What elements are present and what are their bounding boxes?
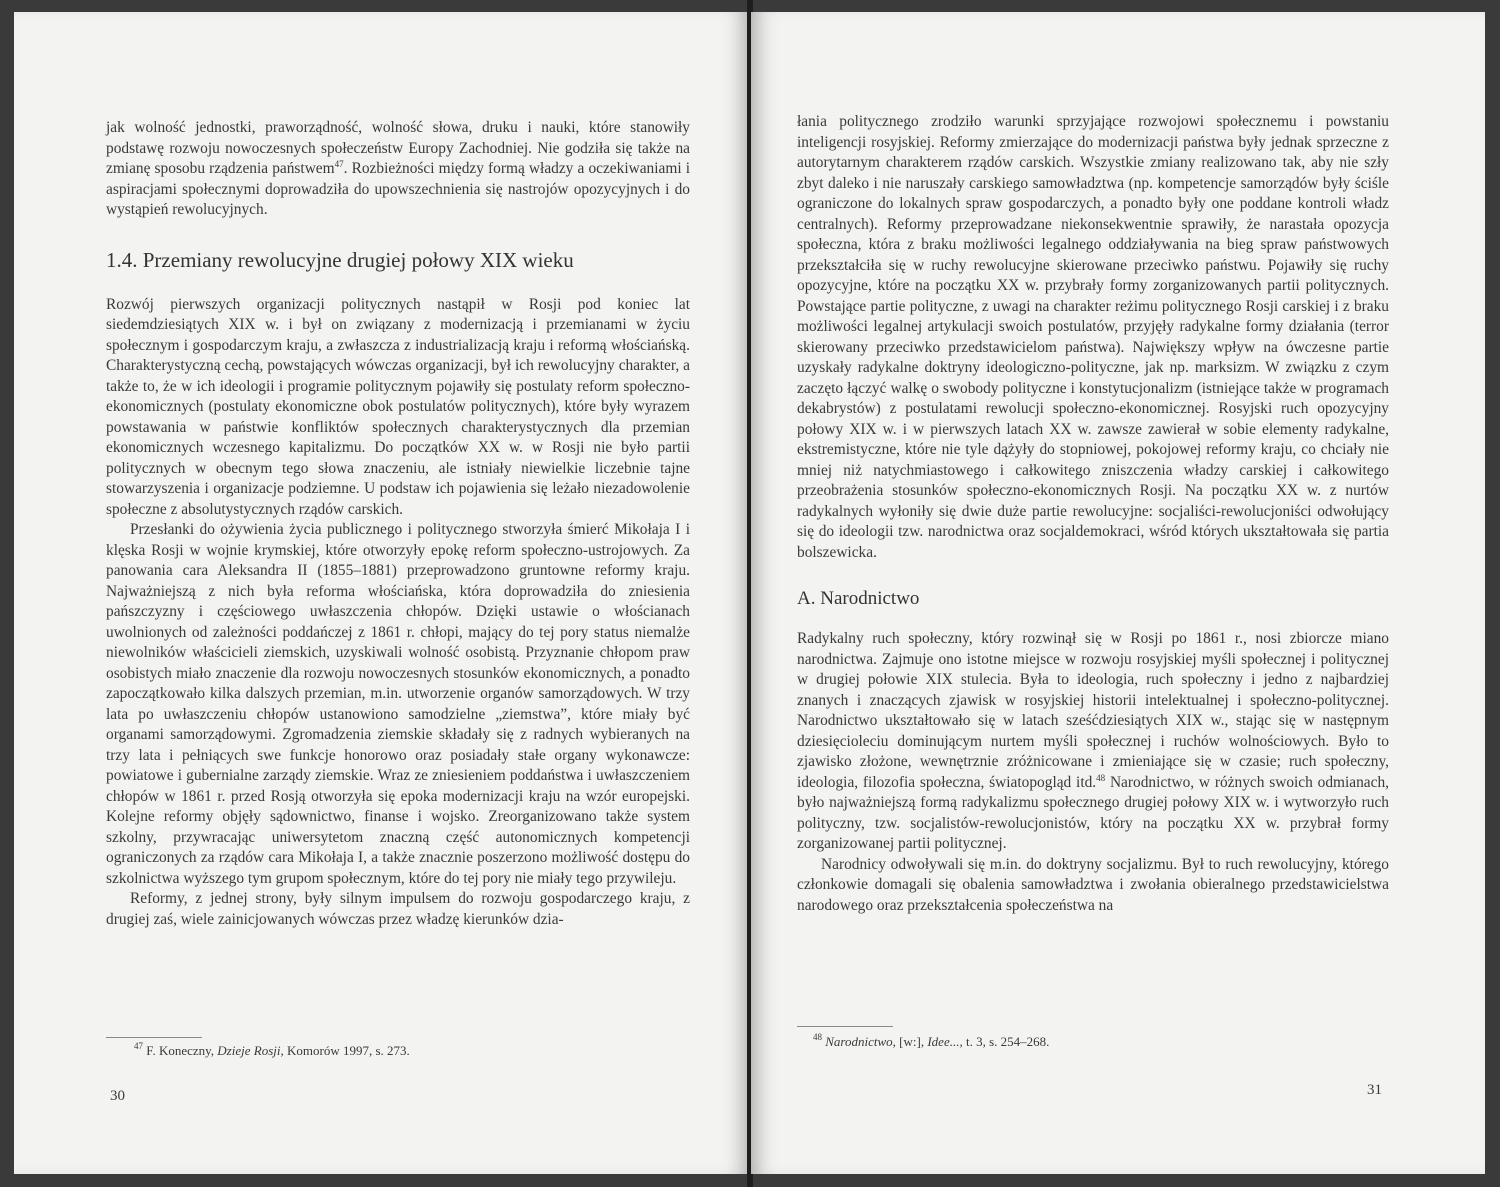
footnote-rest: Komorów 1997, s. 273. <box>286 1043 410 1058</box>
footnote-47 <box>134 1043 410 1059</box>
paragraph-continuation: łania politycznego zrodziło warunki sprzyjające rozwojowi społecznemu i powstaniu inteligencji rosyjskiej. Reformy zmierzające do modernizacji państwa były jednak sprzeczne z autorytarnym charakterem rządów carskich. Wszystkie zmiany realizowano tak, aby nie szły zbyt daleko i nie naruszały carskiego samowładztwa (np. kompetencje samorządów były ściśle ograniczone do lokalnych spraw gospodarczych, a ponadto były one poddane kontroli władz centralnych). Reformy przeprowadzane niekonsekwentnie sprawiły, że narastała opozycja społeczna, która z braku możliwości legalnego oddziaływania na bieg spraw państwowych przekształciła się w ruchy rewolucyjne skierowane przeciwko państwu. Pojawiły się ruchy opozycyjne, które na początku XX w. przybrały formy zorganizowanych partii politycznych. Powstające partie polityczne, z uwagi na charakter reżimu politycznego Rosji carskiej i z braku możliwości legalnej artykulacji swoich postulatów, przyjęły radykalne formy działania (terror skierowany przeciwko przedstawicielom państwa). Największy wpływ na ówczesne partie uzyskały radykalne doktryny ideologiczno-polityczne, jak np. marksizm. W związku z czym zaczęto łączyć walkę o swobody polityczne i konstytucjonalizm (istniejące także w programach dekabrystów) z postulatami rewolucji społeczno-ekonomicznej. Rosyjski ruch opozycyjny połowy XIX w. i w pierwszych latach XX w. zawsze zawierał w sobie elementy radykalne, ekstremistyczne, które nie tyle dążyły do stopniowej, pokojowej reformy kraju, co chciały nie mniej niż natychmiastowego i całkowitego zniszczenia władzy carskiej i całkowitego przeobrażenia stosunków społeczno-ekonomicznych Rosji. Na początku XX w. z nurtów radykalnych wyłoniły się dwie duże partie rewolucyjne: socjaliści-rewolucjoniści odwołujący się do ideologii tzw. narodnictwa oraz socjaldemokraci, wśród których ukształtowała się partia bolszewicka. <box>797 113 1389 561</box>
page-number: 31 <box>1367 1082 1382 1098</box>
paragraph-continuation <box>106 118 690 221</box>
paragraph: Reformy, z jednej strony, były silnym impulsem do rozwoju gospodarczego kraju, z drugiej zaś, wiele zainicjowanych wówczas przez władzę kierunków dzia- <box>106 890 690 928</box>
footnote-number: 48 <box>813 1032 822 1042</box>
footnote-mid: [w:], <box>899 1034 925 1049</box>
section-heading: 1.4. Przemiany rewolucyjne drugiej połowy XIX wieku <box>106 247 574 272</box>
paragraph: Przesłanki do ożywienia życia publicznego i politycznego stworzyła śmierć Mikołaja I i klęska Rosji w wojnie krymskiej, które otworzyły epokę reform społeczno-ustrojowych. Za panowania cara Aleksandra II (1855–1881) przeprowadzono gruntowne reformy kraju. Najważniejszą z nich była reforma włościańska, która doprowadziła do zniesienia pańszczyzny i częściowego uwłaszczenia chłopów. Dzięki ustawie o włościanach uwolnionych od zależności poddańczej z 1861 r. chłopi, mający do tej pory status niemalże niewolników właścicieli ziemskich, uzyskiwali wolność osobistą. Przyznanie chłopom praw osobistych miało znaczenie dla rozwoju nowoczesnych stosunków ekonomicznych, a ponadto zapoczątkowało kilka dalszych przemian, m.in. utworzenie organów samorządowych. W trzy lata po uwłaszczeniu chłopów ustanowiono samodzielne „ziemstwa”, które miały być organami samorządowymi. Zgromadzenia ziemskie składały się z radnych wybieranych na trzy lata i pełniących swe funkcje honorowo oraz posiadały stałe organy wykonawcze: powiatowe i gubernialne zarządy ziemskie. Wraz ze zniesieniem poddaństwa i uwłaszczeniem chłopów w 1861 r. przed Rosją otworzyła się epoka modernizacji kraju na wzór europejski. Kolejne reformy objęły sądownictwo, finanse i wojsko. Zreorganizowano także system szkolny, przywracając uniwersytetom znaczną część autonomicznych kompetencji ograniczonych za rządów cara Mikołaja I, a także znacznie poszerzono możliwość dostępu do szkolnictwa wyższego tym grupom społecznym, które do tej pory nie miały tego przywileju. <box>106 521 690 887</box>
text-run: Radykalny ruch społeczny, który rozwinął się w Rosji po 1861 r., nosi zbiorcze miano narodnictwa. Zajmuje ono istotne miejsce w rozwoju rosyjskiej myśli społecznej i politycznej w drugiej połowie XIX stulecia. Była to ideologia, ruch społeczny i jedno z najbardziej znanych i znaczących zjawisk w rosyjskiej historii intelektualnej i społeczno-politycznej. Narodnictwo ukształtowało się w latach sześćdziesiątych XIX w., stając się w następnym dziesięcioleciu dominującym nurtem myśli społecznej i ruchów wolnościowych. Było to zjawisko złożone, wewnętrznie zróżnicowane i zmieniające się w czasie; ruch społeczny, ideologia, filozofia społeczna, światopogląd itd. <box>797 630 1389 791</box>
footnote-author: F. Koneczny, <box>146 1043 215 1058</box>
footnote-divider <box>106 1037 202 1038</box>
text-run: jak wolność jednostki, praworządność, wolność słowa, druku i nauki, które stanowiły podstawę rozwoju nowoczesnych społeczeństw Europy Zachodniej. Nie godziła się także na zmianę sposobu rządzenia państwem <box>106 119 690 177</box>
paragraph: Rozwój pierwszych organizacji politycznych nastąpił w Rosji pod koniec lat siedemdziesiątych XIX w. i był on związany z modernizacją i przemianami w życiu społecznym i gospodarczym kraju, a zwłaszcza z industrializacją kraju i reformą włościańską. Charakterystyczną cechą, powstających wówczas organizacji, był ich rewolucyjny charakter, a także to, że w ich ideologii i programie politycznym pojawiły się postulaty reform społeczno-ekonomicznych (postulaty ekonomiczne obok postulatów politycznych), które były wyrazem powstawania w państwie konfliktów społecznych charakterystycznych dla przemian ekonomicznych wczesnego kapitalizmu. Do początków XX w. w Rosji nie było partii politycznych w obecnym tego słowa znaczeniu, ale istniały niewielkie liczebnie tajne stowarzyszenia i organizacje podziemne. U podstaw ich pojawienia się leżało niezadowolenie społeczne z absolutystycznych rządów carskich. <box>106 295 690 518</box>
footnote-ref-48[interactable]: 48 <box>1096 772 1106 783</box>
right-page <box>751 12 1485 1174</box>
footnote-title: Dzieje Rosji, <box>217 1043 284 1058</box>
footnote-rest: t. 3, s. 254–268. <box>965 1034 1050 1049</box>
right-page-body <box>797 112 1389 916</box>
footnote-title: Narodnictwo, <box>825 1034 896 1049</box>
subsection-heading: A. Narodnictwo <box>797 588 920 609</box>
text-run: . Rozbieżności między formą władzy a oczekiwaniami i aspiracjami społecznymi doprowadziła do upowszechnienia się nastrojów opozycyjnych i do wystąpień rewolucyjnych. <box>106 160 690 218</box>
footnote-number: 47 <box>134 1041 143 1051</box>
page-number: 30 <box>110 1088 125 1104</box>
paragraph: Narodnicy odwoływali się m.in. do doktryny socjalizmu. Był to ruch rewolucyjny, którego członkowie domagali się obalenia samowładztwa i zwołania obieralnego przedstawicielstwa narodowego oraz przekształcenia społeczeństwa na <box>797 855 1389 914</box>
footnote-ref-47[interactable]: 47 <box>334 159 344 169</box>
left-page <box>14 12 749 1174</box>
left-page-body <box>106 118 690 930</box>
text-run: Narodnictwo, w różnych swoich odmianach, było najważniejszą formą radykalizmu społecznego drugiej połowy XIX w. i wytworzyło ruch polityczny, tzw. socjalistów-rewolucjonistów, który na początku XX w. przybrał formy zorganizowanej partii politycznej. <box>797 773 1389 852</box>
paragraph <box>797 629 1389 855</box>
footnote-divider <box>797 1026 893 1027</box>
footnote-48 <box>813 1034 1049 1050</box>
footnote-title: Idee..., <box>927 1034 963 1049</box>
